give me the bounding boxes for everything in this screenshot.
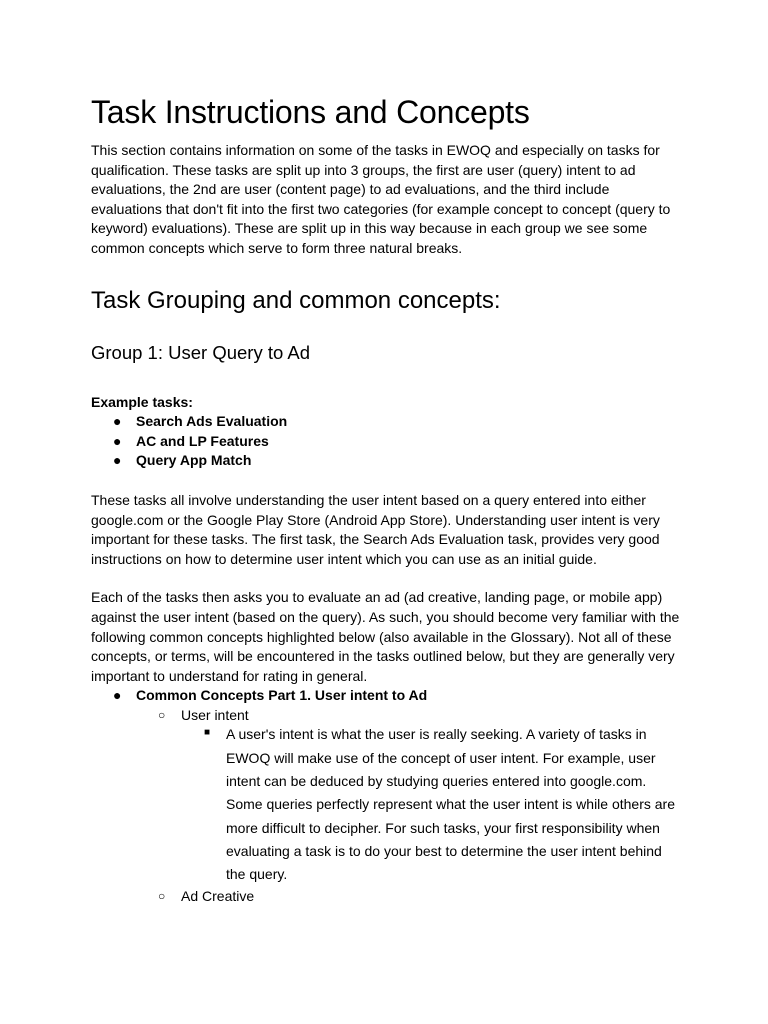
concept-detail: A user's intent is what the user is really seeking. A variety of tasks in EWOQ will make use of the concept of user intent. For example, user intent can be deduced by studying queries entered into google.com. Some queries perfectly represent what the user intent is while others are more difficult to decipher. For such tasks, your first responsibility when evaluating a task is to do your best to determine the user intent behind the query. [226,726,676,883]
circle-bullet-icon: ○ [158,707,166,722]
concept-label: Ad Creative [181,887,255,904]
group1-paragraph-2: Each of the tasks then asks you to evaluate an ad (ad creative, landing page, or mobile app) against the user intent (based on the query). As such, you should become very familiar with the following common concepts highlighted below (also available in the Glossary). Not all of these concepts, or terms, will be encountered in the tasks outlined below, but they are generally very important to understand for rating in general. [91,589,680,684]
list-item [91,432,681,452]
concept-detail-user-intent [91,723,681,886]
concepts-heading: Common Concepts Part 1. User intent to Ad [136,687,428,704]
example-task-label: AC and LP Features [136,432,269,449]
concepts-heading-item [91,686,681,706]
group1-heading: Group 1: User Query to Ad [91,341,311,363]
page-title: Task Instructions and Concepts [91,94,530,130]
circle-bullet-icon: ○ [158,888,166,903]
section-heading: Task Grouping and common concepts: [91,286,501,314]
concepts-list [91,686,681,906]
document-content [91,92,681,906]
square-bullet-icon: ■ [204,727,211,739]
bullet-icon: ● [113,687,122,704]
example-tasks-label: Example tasks: [91,393,193,410]
example-task-label: Search Ads Evaluation [136,413,288,430]
concept-label: User intent [181,706,249,723]
example-task-label: Query App Match [136,452,252,469]
list-item [91,451,681,471]
list-item [91,412,681,432]
intro-paragraph: This section contains information on some of the tasks in EWOQ and especially on tasks for qualification. These tasks are split up into 3 groups, the first are user (query) intent to ad evaluations, the 2nd are user (content page) to ad evaluations, and the third include evaluations that don't fit into the first two categories (for example concept to concept (query to keyword) evaluations). These are split up in this way because in each group we see some common concepts which serve to form three natural breaks. [91,142,671,256]
concept-item-ad-creative [91,887,681,907]
bullet-icon: ● [113,432,122,449]
example-tasks-list [91,412,681,471]
bullet-icon: ● [113,452,122,469]
bullet-icon: ● [113,413,122,430]
group1-paragraph-1: These tasks all involve understanding the user intent based on a query entered into either google.com or the Google Play Store (Android App Store). Understanding user intent is very important for these tasks. The first task, the Search Ads Evaluation task, provides very good instructions on how to determine user intent which you can use as an initial guide. [91,491,660,567]
